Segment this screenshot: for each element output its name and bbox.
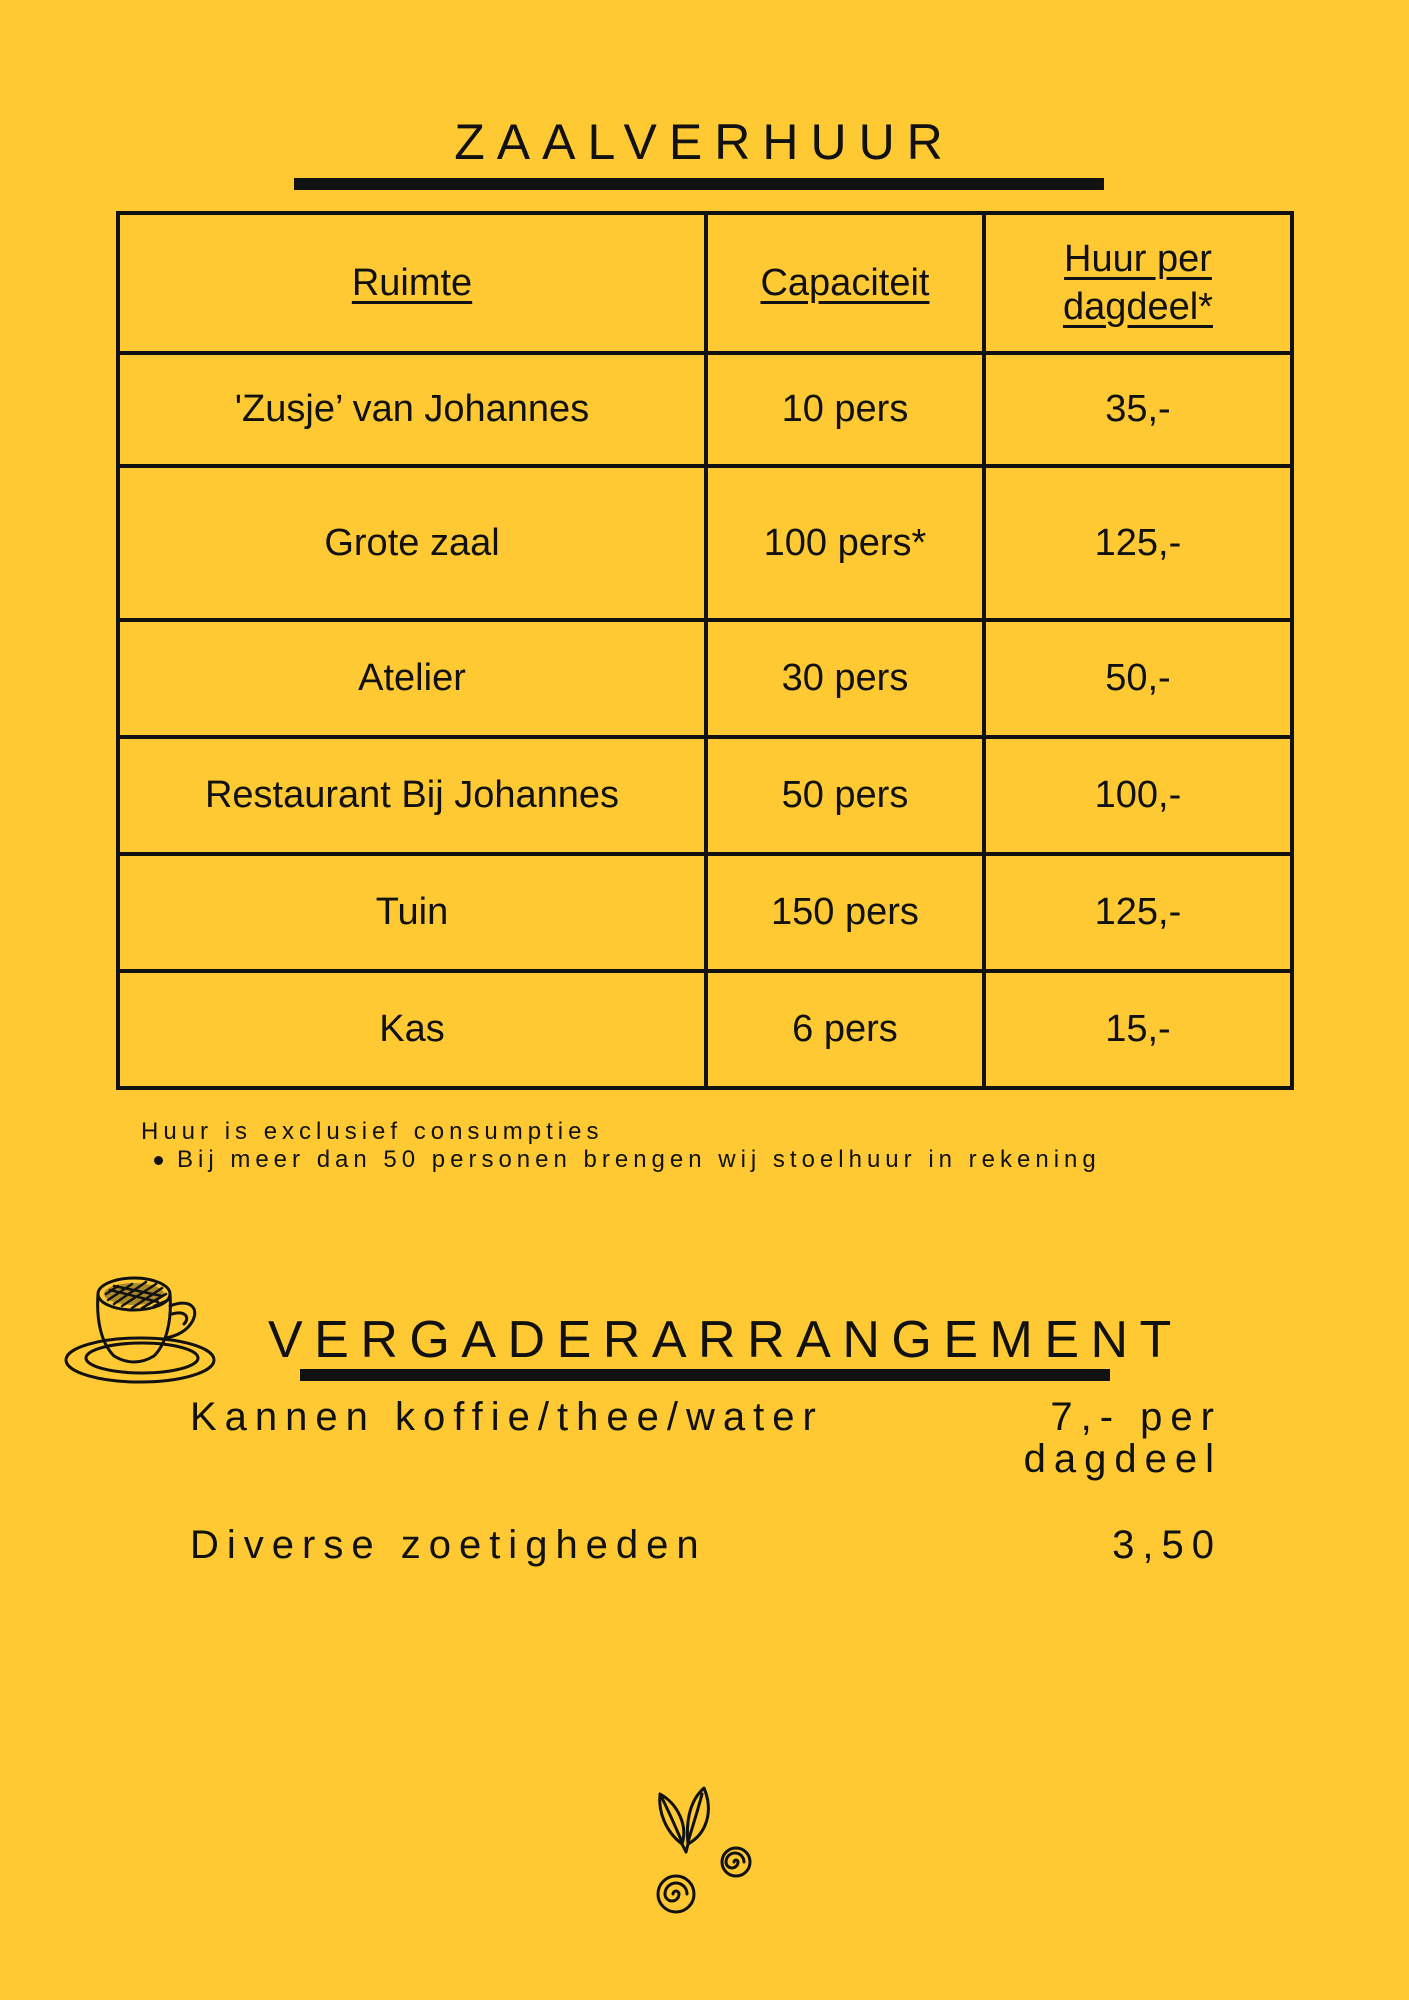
title-underline bbox=[300, 1369, 1110, 1381]
title-underline bbox=[294, 178, 1104, 190]
room-name: Atelier bbox=[118, 620, 706, 737]
room-capacity: 30 pers bbox=[706, 620, 984, 737]
header-ruimte: Ruimte bbox=[118, 213, 706, 353]
item-price: 7,- per dagdeel bbox=[1023, 1395, 1222, 1481]
coffee-cup-icon bbox=[62, 1272, 222, 1388]
item-price: 3,50 bbox=[1112, 1523, 1222, 1567]
item-name: Kannen koffie/thee/water bbox=[190, 1395, 824, 1439]
bullet-dot-icon bbox=[154, 1156, 163, 1165]
room-name: Grote zaal bbox=[118, 466, 706, 620]
room-price: 125,- bbox=[984, 466, 1292, 620]
note-stoelhuur bbox=[141, 1146, 1101, 1174]
room-price: 15,- bbox=[984, 971, 1292, 1088]
room-capacity: 100 pers* bbox=[706, 466, 984, 620]
room-rental-table bbox=[116, 211, 1294, 1090]
room-price: 125,- bbox=[984, 854, 1292, 971]
item-name: Diverse zoetigheden bbox=[190, 1523, 707, 1567]
room-capacity: 10 pers bbox=[706, 353, 984, 466]
room-name: Tuin bbox=[118, 854, 706, 971]
header-capaciteit: Capaciteit bbox=[706, 213, 984, 353]
room-name: 'Zusje’ van Johannes bbox=[118, 353, 706, 466]
leaf-sprout-icon bbox=[648, 1782, 758, 1922]
table-header-row bbox=[118, 213, 1292, 353]
table-row bbox=[118, 353, 1292, 466]
menu-item bbox=[190, 1396, 1222, 1486]
zaalverhuur-title: ZAALVERHUUR bbox=[454, 114, 955, 170]
menu-item bbox=[190, 1524, 1222, 1569]
room-capacity: 50 pers bbox=[706, 737, 984, 854]
note-stoelhuur-text: Bij meer dan 50 personen brengen wij stoelhuur in rekening bbox=[177, 1146, 1101, 1173]
room-name: Kas bbox=[118, 971, 706, 1088]
room-price: 35,- bbox=[984, 353, 1292, 466]
table-row bbox=[118, 971, 1292, 1088]
header-huur: Huur per dagdeel* bbox=[984, 213, 1292, 353]
room-capacity: 150 pers bbox=[706, 854, 984, 971]
room-capacity: 6 pers bbox=[706, 971, 984, 1088]
table-row bbox=[118, 620, 1292, 737]
room-price: 50,- bbox=[984, 620, 1292, 737]
room-price: 100,- bbox=[984, 737, 1292, 854]
table-row bbox=[118, 854, 1292, 971]
table-row bbox=[118, 737, 1292, 854]
room-name: Restaurant Bij Johannes bbox=[118, 737, 706, 854]
rental-notes bbox=[141, 1118, 1101, 1174]
table-row bbox=[118, 466, 1292, 620]
vergaderarrangement-title: VERGADERARRANGEMENT bbox=[268, 1311, 1183, 1369]
note-consumpties: Huur is exclusief consumpties bbox=[141, 1118, 604, 1145]
